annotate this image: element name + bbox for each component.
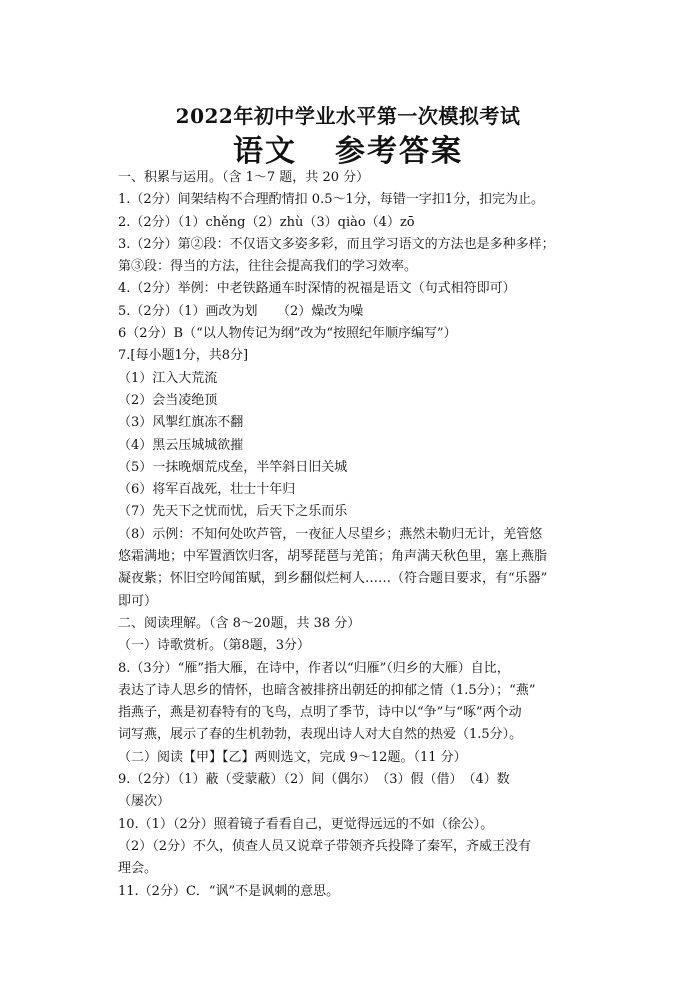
answer-line: 1.（2分）间架结构不合理酌情扣 0.5～1分，每错一字扣1分，扣完为止。 xyxy=(118,192,545,208)
answer-line: （5）一抹晚烟荒戍垒，半竿斜日旧关城 xyxy=(118,459,348,475)
answer-line: （6）将军百战死，壮士十年归 xyxy=(118,482,296,498)
exam-title: 2022年初中学业水平第一次模拟考试 xyxy=(175,104,521,128)
answer-key-label: 参考答案 xyxy=(335,134,463,169)
answer-line: 词写燕，展示了春的生机勃勃，表现出诗人对大自然的热爱（1.5分）。 xyxy=(118,727,523,743)
answer-line: 9.（2分）（1）蔽（受蒙蔽）（2）间（偶尔） （3）假（借） （4）数 xyxy=(118,772,510,788)
answer-line: 6（2分）B（“以人物传记为纲”改为“按照纪年顺序编写”） xyxy=(118,326,457,342)
answer-line: （8）示例：不知何处吹芦管，一夜征人尽望乡；燕然未勒归无计，羌管悠 xyxy=(118,526,543,542)
subsection-heading: （一）诗歌赏析。（第8题，3分） xyxy=(118,638,311,654)
answer-line: 3.（2分）第②段：不仅语文多姿多彩，而且学习语文的方法也是多种多样； xyxy=(118,236,555,252)
subject-label: 语文 xyxy=(233,134,297,169)
answer-line: 5.（2分）（1）画改为划 （2）燥改为噪 xyxy=(118,303,364,319)
answer-line: （7）先天下之忧而忧，后天下之乐而乐 xyxy=(118,504,348,520)
answer-line: 4.（2分）举例：中老铁路通车时深情的祝福是语文（句式相符即可） xyxy=(118,281,516,297)
answer-line: （2）（2分）不久，侦查人员又说章子带领齐兵投降了秦军，齐威王没有 xyxy=(118,838,532,854)
answer-line: 10.（1）（2分）照着镜子看看自己，更觉得远远的不如（徐公）。 xyxy=(118,816,494,832)
answer-line: （3）风掣红旗冻不翻 xyxy=(118,415,244,431)
answer-line: 2.（2分）（1）chěng（2）zhù（3）qiào（4）zō xyxy=(118,214,415,230)
answer-line: 凝夜紫；怀旧空吟闻笛赋，到乡翻似烂柯人……（符合题目要求，有“乐器” xyxy=(118,571,548,587)
section-heading: 二、阅读理解。（含 8～20题，共 38 分） xyxy=(118,615,361,631)
answer-line: 表达了诗人思乡的情怀，也暗含被排挤出朝廷的抑郁之情（1.5分）；“燕” xyxy=(118,682,536,698)
answer-key-heading xyxy=(0,126,696,170)
subsection-heading: （二）阅读【甲】【乙】两则选文，完成 9～12题。（11 分） xyxy=(118,749,467,765)
answer-line: 11.（2分）C．“讽”不是讽刺的意思。 xyxy=(118,883,340,899)
answer-line: 理会。 xyxy=(118,861,158,877)
answer-line: 悠霜满地；中军置酒饮归客，胡琴琵琶与羌笛；角声满天秋色里，塞上燕脂 xyxy=(118,549,548,565)
answer-line: （4）黑云压城城欲摧 xyxy=(118,437,244,453)
answer-line: （2）会当凌绝顶 xyxy=(118,392,218,408)
section-heading: 一、积累与运用。（含 1～7 题，共 20 分） xyxy=(118,170,370,185)
answer-line: 指燕子，燕是初春特有的飞鸟，点明了季节，诗中以“争”与“啄”两个动 xyxy=(118,705,522,721)
answer-line: （屡次） xyxy=(118,794,171,810)
answer-line: 8.（3分）“雁”指大雁，在诗中，作者以“归雁”（归乡的大雁）自比， xyxy=(118,660,510,676)
answer-line: （1）江入大荒流 xyxy=(118,370,218,386)
answer-line: 即可） xyxy=(118,593,158,609)
answer-line: 第③段：得当的方法，往往会提高我们的学习效率。 xyxy=(118,259,418,275)
answer-line: 7.[每小题1分，共8分] xyxy=(118,348,249,364)
answer-body xyxy=(118,167,592,903)
